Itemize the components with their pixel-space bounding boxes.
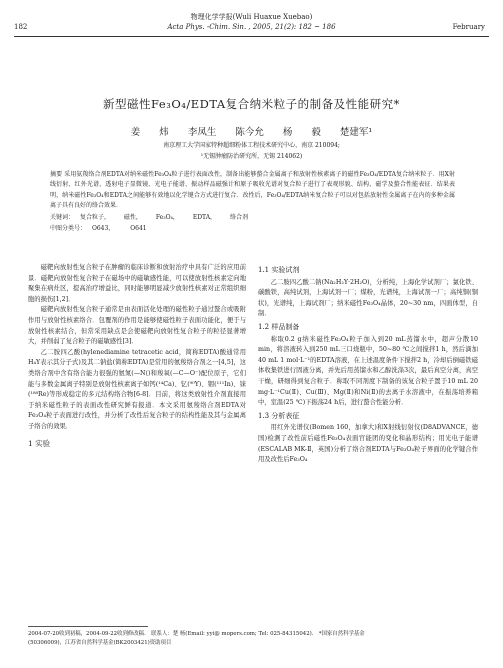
header-rule [14, 36, 489, 37]
running-header [0, 23, 503, 35]
keyword: EDTA， [192, 214, 217, 221]
journal-name: 物理化学学报(Wuli Huaxue Xuebao) [190, 13, 313, 21]
journal-citation: Acta Phys. -Chim. Sin. , 2005, 21(2): 182 ~ 186 [167, 23, 336, 31]
body-paragraph: 乙二胺四乙酸(hylenediamine tetracetic acid，简称EDTA)酸通常用H₄Y表示其分子式)及其二钠盐(简称EDTA)是常用的氨羧络合剂之一[4,5]，这类络合剂中含有络合能力很强的氨氮(—N⟨)和羧氧(—C—O⁻)配位原子，它们能与多数金属离子特别是放射性核素离子如钙(¹⁴Ca)、钇(⁹⁰Y)、铟(¹¹¹In)、铼(¹⁸⁸Re)等形成稳定的多元结构络合物[6-8]．目前，将这类放射性介剂直接用于纳米磁性粒子的表面改性研究鲜有报道．本文采用氨羧络合剂EDTA对Fe₃O₄粒子表面进行改性，并分析了改性后复合粒子的结构性能及其与金属离子络合的效果． [28, 348, 246, 430]
keywords-label: 关键词： [50, 214, 75, 221]
body-paragraph: 称取0.2 g纳米磁性Fe₃O₄粒子加入到20 mL蒸馏水中，超声分散10 min，将溶液转入到250 mL三口烧瓶中，50~80 ℃之间搅拌1 h，然后滴加40 mL 1 mol·L⁻¹的EDTA溶液，在上述温度条件下搅拌2 h，冷却后倒磁铁磁体收集铁进行固液分离，并先后用蒸馏水和乙醇洗涤3次，最后真空分离，真空干燥，研细得到复合粒子．称取不同剂度下制备的该复合粒子置于10 mL 20 mg·L⁻¹Cu(Ⅱ)、Cu(Ⅲ)、Mg(Ⅱ)和Ni(Ⅱ)的去离子水溶液中，在振荡培养箱中，室温(25 ℃)下振荡24 h后，进行螯合性能分析． [258, 335, 478, 407]
body-paragraph: 磁靶向放射性复合粒子在肿瘤的临床诊断和放射治疗中具有广泛的应用前景．磁靶向放射性复合粒子在磁场中的磁敏感性能，可以使放射性核素定向地聚集在病灶区，提高治疗增益比，同时能够明显减少放射性核素对正常组织细胞的损伤[1,2]． [28, 264, 246, 303]
author-list: 姜 炜 李凤生 陈今允 杨 毅 楚建军¹ [130, 127, 373, 138]
classification-line [50, 223, 455, 232]
keyword: 磁性， [123, 214, 142, 221]
issue-month: February [452, 23, 485, 31]
body-paragraph: 磁靶向放射性复合粒子通常是由表面活化处理的磁性粒子通过螯合或吸附作用与放射性核素络合．包覆剂的作用是能够使磁性粒子表面功能化，便于与放射性核素结合，但常采用缺点是会使磁靶向放射性复合粒子的粒径显著增大，并削弱了复合粒子的磁敏感性[3]． [28, 306, 246, 346]
affiliation-secondary: ¹无锡肿瘤防治研究所，无锡 214062) [200, 153, 303, 160]
keywords-line [50, 212, 455, 221]
section-heading: 1 实验 [28, 438, 51, 448]
body-column-right [258, 263, 478, 466]
classification-label: 中图分类号： [50, 225, 87, 232]
page-number: 182 [14, 23, 28, 31]
section-heading: 1.1 实验试剂 [258, 266, 300, 274]
body-column-left [28, 263, 246, 451]
affiliation-primary: 南京理工大学国家特种超细粉体工程技术研究中心，南京 210094; [163, 142, 340, 149]
keyword: Fe₃O₄， [155, 214, 179, 221]
classification-code: O641 [130, 225, 147, 232]
footnote-line: (50306009)，江苏省自然科学基金(BK2003421)资助项目 [28, 639, 172, 646]
footnote-rule [28, 626, 148, 627]
classification-code: O643， [91, 225, 115, 232]
body-paragraph: 乙二胺四乙酸二钠(Na₂H₂Y·2H₂O)，分析纯，上海化学试剂厂；氯化铁、碳酸铁，高纯试剂，上海试剂一厂；煤粉，光谱纯，上海试剂一厂；高纯铜(铜状)，光谱纯，上海试剂厂；纳米磁性Fe₃O₄晶体，20~30 nm，四面体型，自制． [258, 278, 478, 318]
body-paragraph: 用红外光谱仪(Bomen 160，加拿大)和X射线衍射仪(D8ADVANCE，德国)检测了改性前后磁性Fe₃O₄表面官能团的变化和晶形结构；用光电子能谱(ESCALAB MK-Ⅱ，英国)分析了络合剂EDTA与Fe₃O₄粒子界面的化学键合作用及改性后Fe₃O₄ [258, 424, 478, 464]
footnote-line: 2004-07-20收到初稿，2004-09-22收到修改稿． 联系人：楚 杨(Email: yyi@ mopers.com; Tel: 025-84315042)． *国家自然科学基金 [28, 631, 365, 637]
section-heading: 1.3 分析表征 [258, 411, 300, 420]
section-heading: 1.2 样品制备 [258, 322, 300, 331]
abstract: 摘要 采用氨羧络合剂EDTA对纳米磁性Fe₃O₄粒子进行表面改性，制备出能够螯合金属离子和放射性核素离子的磁性Fe₃O₄/EDTA复合纳米粒子．用X射线衍射、红外光谱、透射电子显微镜、光电子能谱、振动样品磁强计和原子吸收光谱对复合粒子进行了表观形貌、结构、磁学及螯合性能表征．结果表明，纳米磁性Fe₃O₄和EDTA之间能够有效地以化学键合方式进行复合．改性后，Fe₃O₄/EDTA纳米复合粒子可以对包括放射性金属离子在内的多种金属离子具有良好的络合效果． [50, 171, 455, 210]
keyword: 络合剂 [229, 214, 248, 221]
keyword: 复合粒子， [79, 214, 110, 221]
article-title: 新型磁性Fe₃O₄/EDTA复合纳米粒子的制备及性能研究* [103, 97, 400, 111]
footnote [28, 630, 478, 647]
